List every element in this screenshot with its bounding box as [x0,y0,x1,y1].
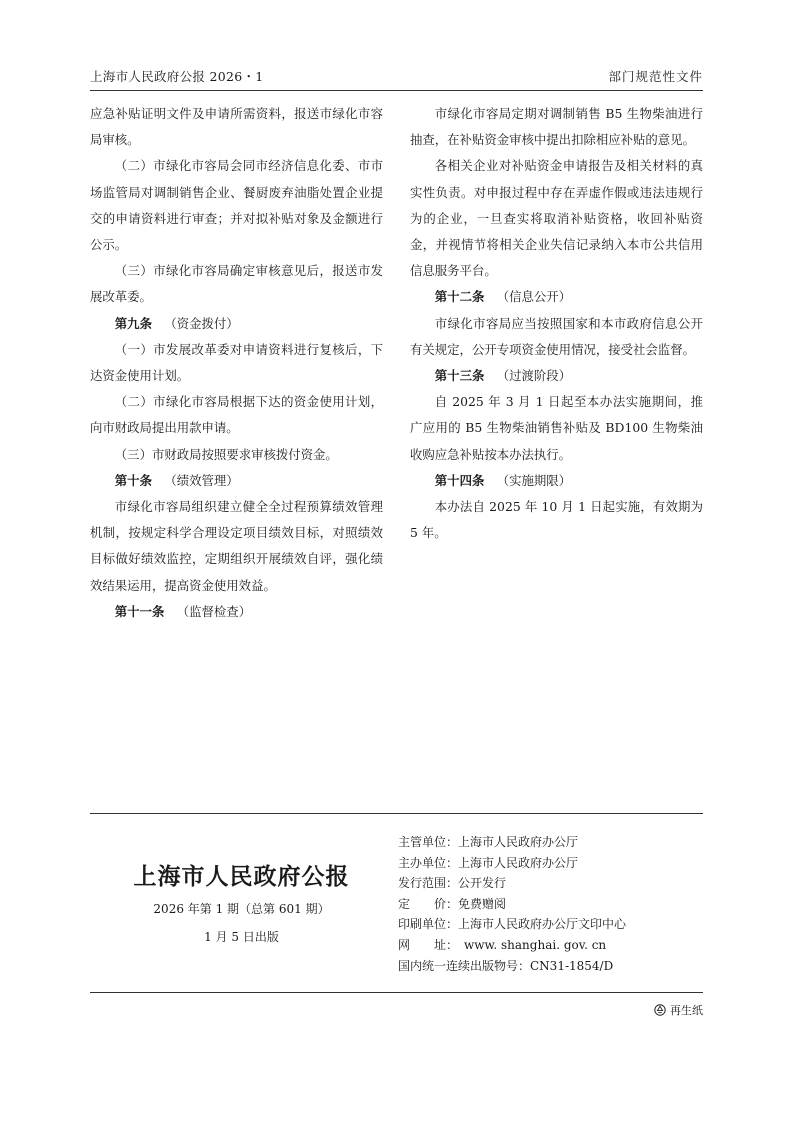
paragraph: 市绿化市容局应当按照国家和本市政府信息公开有关规定，公开专项资金使用情况，接受社会监督。 [410,315,703,357]
article-heading [90,599,383,625]
paragraph: 应急补贴证明文件及申请所需资料，报送市绿化市容局审核。 [90,106,383,148]
article-title: （监督检查） [176,603,252,619]
paragraph: 自 2025 年 3 月 1 日起至本办法实施期间，推广应用的 B5 生物柴油销售补贴及 BD100 生物柴油收购应急补贴按本办法执行。 [410,394,703,462]
info-line: 网 址： www. shanghai. gov. cn [398,937,607,952]
article-title: （实施期限） [496,472,572,488]
recycle-label: 再生纸 [670,1004,703,1017]
left-column [90,101,383,625]
article-heading [410,363,703,389]
paragraph: （三）市绿化市容局确定审核意见后，报送市发展改革委。 [90,263,383,305]
article-number: 第十条 [114,472,152,488]
paragraph: （二）市绿化市容局会同市经济信息化委、市市场监管局对调制销售企业、餐厨废弃油脂处置企业提交的申请资料进行审查；并对拟补贴对象及金额进行公示。 [90,158,383,253]
right-column [410,101,703,546]
article-heading [410,284,703,310]
info-line: 主办单位：上海市人民政府办公厅 [398,855,579,870]
footer-divider-bottom [90,992,703,993]
header-divider [90,90,703,91]
publication-info [398,832,626,976]
info-line: 主管单位：上海市人民政府办公厅 [398,835,579,849]
footer-divider-top [90,813,703,814]
article-heading [90,468,383,494]
article-title: （过渡阶段） [496,368,572,384]
article-number: 第九条 [114,315,152,331]
article-title: （信息公开） [496,289,572,305]
issue-number: 2026 年第 1 期（总第 601 期） [153,902,330,916]
article-number: 第十四条 [434,472,485,488]
info-line: 国内统一连续出版物号：CN31-1854/D [398,958,614,973]
info-line: 定 价：免费赠阅 [398,896,507,911]
publication-title: 上海市人民政府公报 [133,863,350,890]
info-line: 发行范围：公开发行 [398,876,507,891]
article-heading [410,468,703,494]
article-title: （绩效管理） [164,472,239,488]
paragraph: 本办法自 2025 年 10 月 1 日起实施，有效期为 5 年。 [410,499,703,541]
recycle-icon [654,1004,666,1016]
header-section: 部门规范性文件 [608,69,703,84]
article-title: （资金拨付） [164,315,239,331]
publication-date: 1 月 5 日出版 [204,930,279,944]
paragraph: （三）市财政局按照要求审核拨付资金。 [114,446,338,462]
article-heading [90,311,383,337]
article-number: 第十三条 [434,368,485,384]
paragraph: （一）市发展改革委对申请资料进行复核后，下达资金使用计划。 [90,341,383,384]
paragraph: （二）市绿化市容局根据下达的资金使用计划，向市财政局提出用款申请。 [90,394,383,436]
paragraph: 市绿化市容局组织建立健全全过程预算绩效管理机制，按规定科学合理设定项目绩效目标，对照绩效目标做好绩效监控，定期组织开展绩效自评，强化绩效结果运用，提高资金使用效益。 [90,499,383,593]
article-number: 第十二条 [434,289,485,305]
recycled-paper-mark [654,1002,703,1018]
header-publication: 上海市人民政府公报 2026・1 [90,69,264,84]
paragraph: 市绿化市容局定期对调制销售 B5 生物柴油进行抽查，在补贴资金审核中提出扣除相应补贴的意见。 [410,106,703,148]
paragraph: 各相关企业对补贴资金申请报告及相关材料的真实性负责。对申报过程中存在弄虚作假或违法违规行为的企业，一旦查实将取消补贴资格，收回补贴资金，并视情节将相关企业失信记录纳入本市公共信用信息服务平台。 [410,158,703,279]
info-line: 印刷单位：上海市人民政府办公厅文印中心 [398,917,627,932]
article-number: 第十一条 [114,603,165,619]
